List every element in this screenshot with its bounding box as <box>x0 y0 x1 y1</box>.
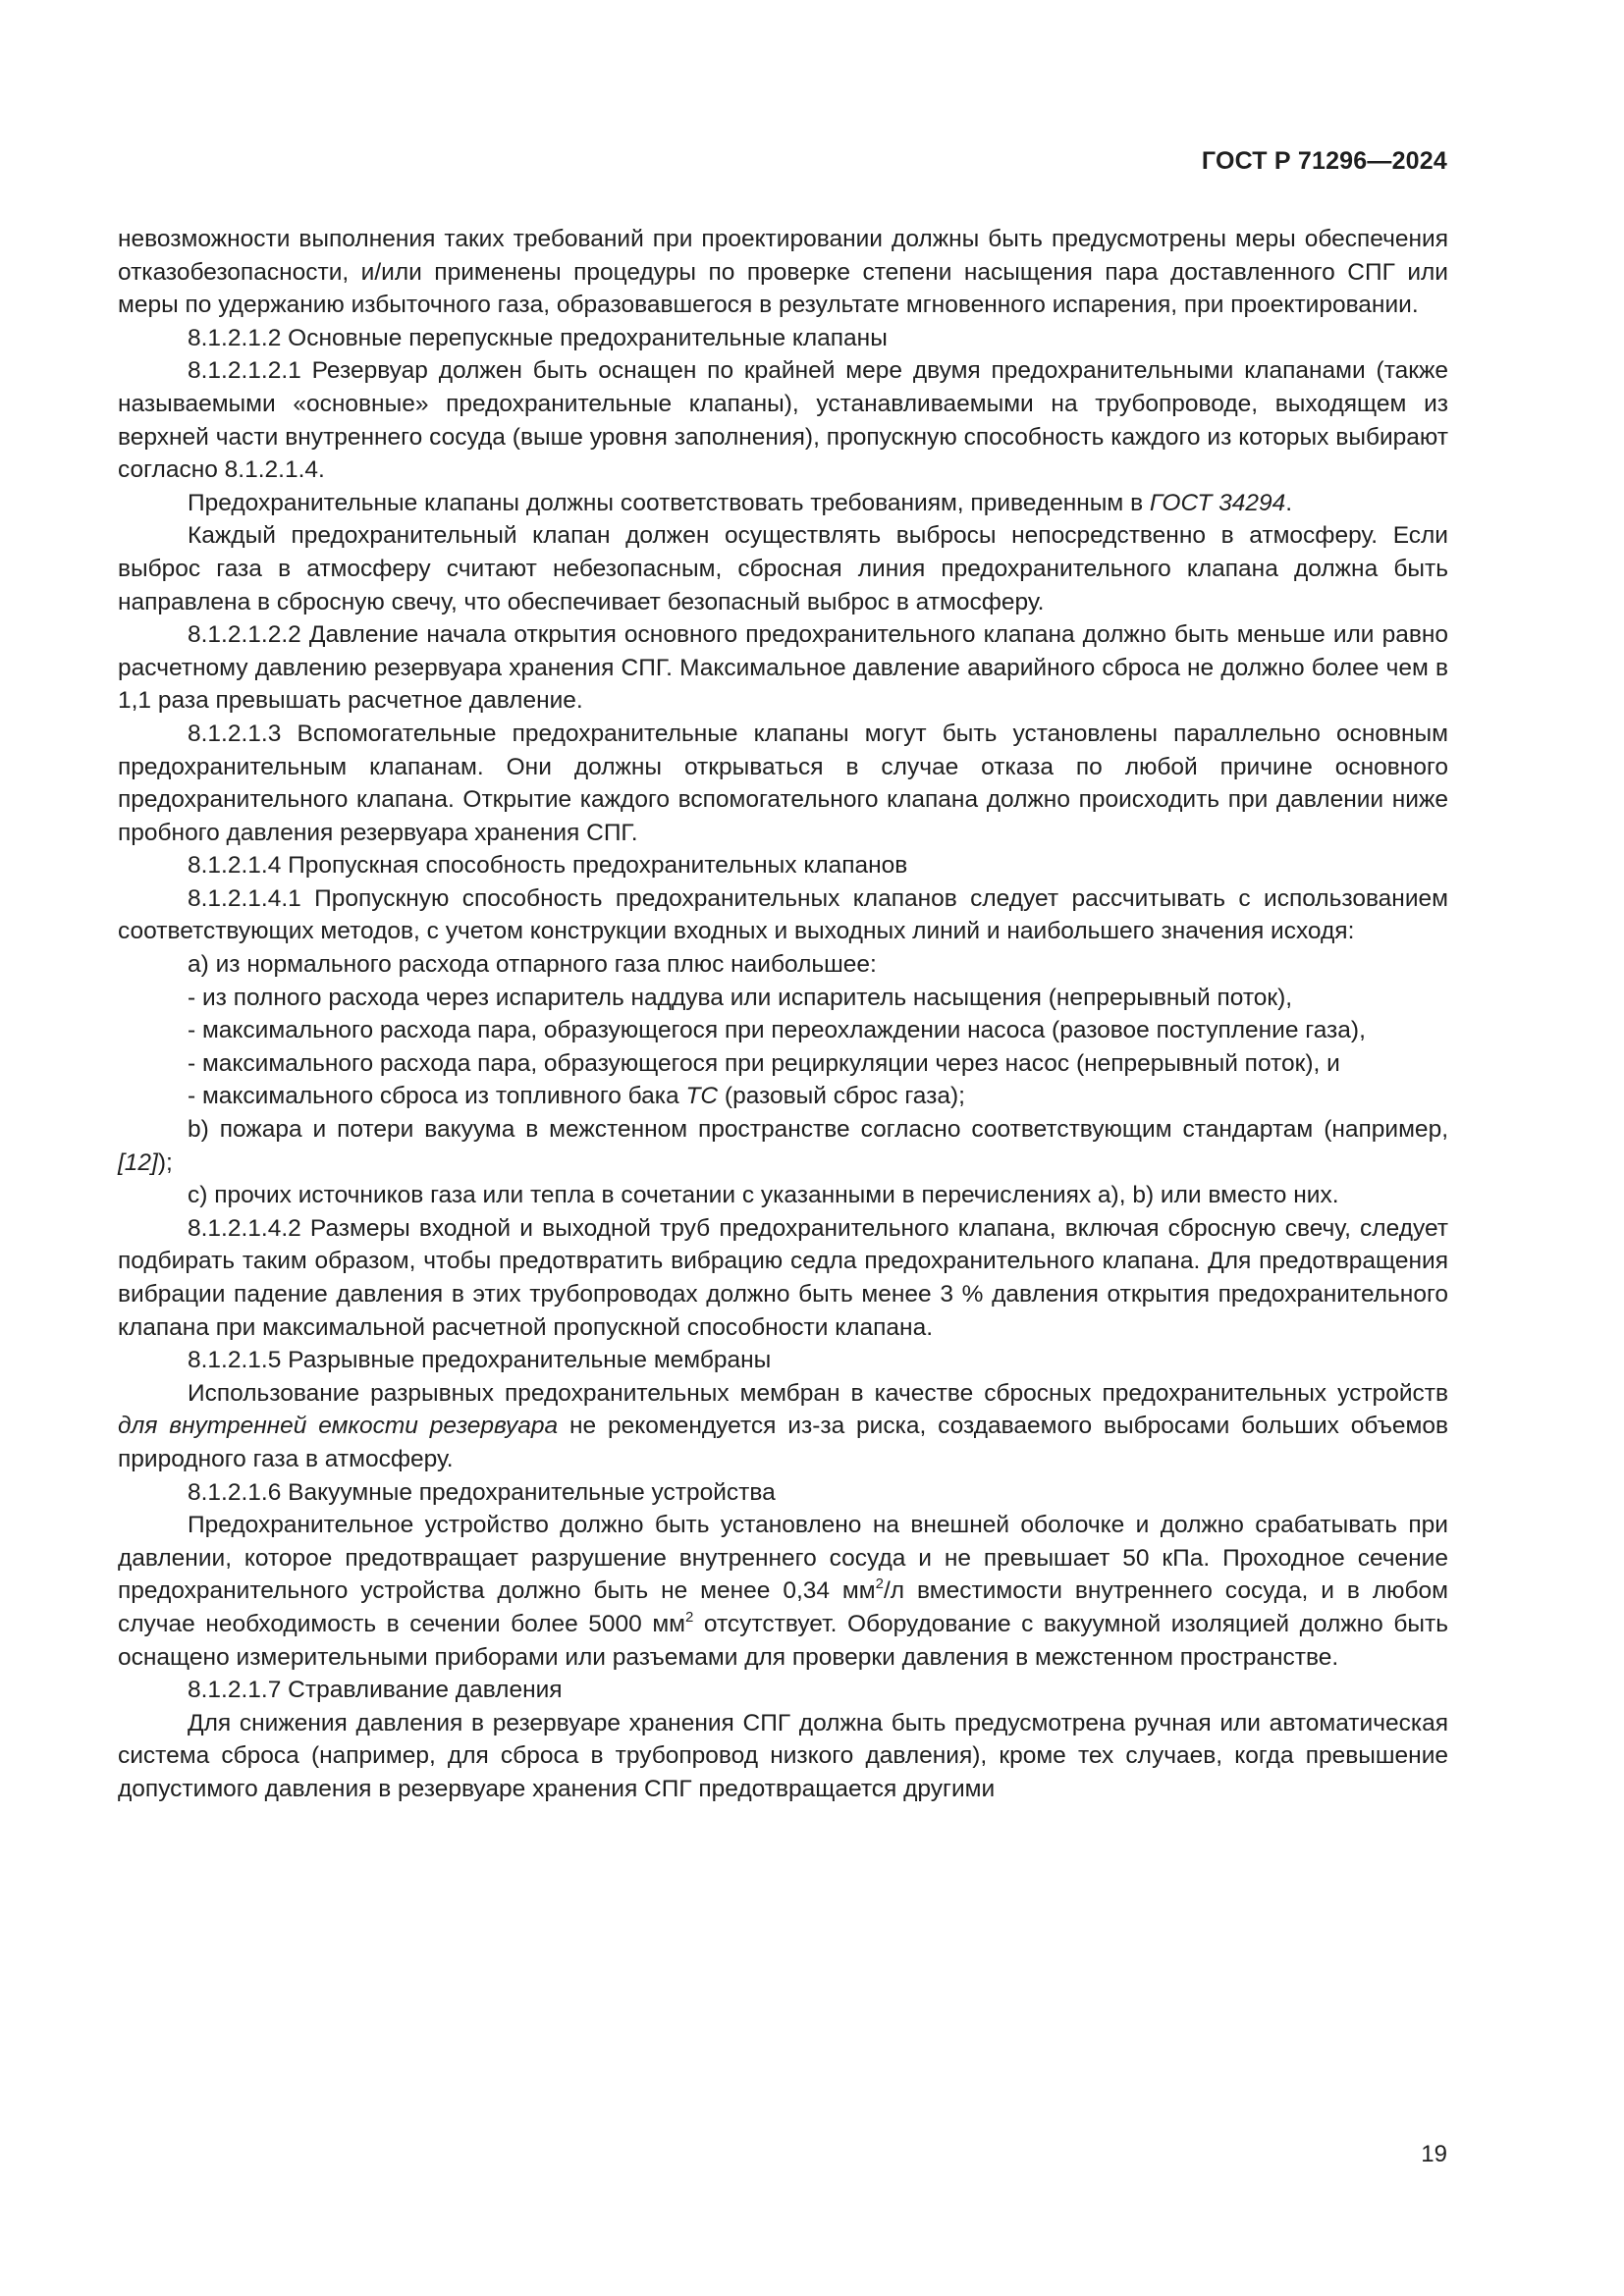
page-number: 19 <box>1421 2141 1447 2167</box>
section-heading: 8.1.2.1.4 Пропускная способность предохранительных клапанов <box>188 852 908 880</box>
paragraph: Использование разрывных предохранительных мембран в качестве сбросных предохранительных устройств для внутренней емкости резервуара не рекомендуется из-за риска, создаваемого выбросами больших объемов природного газа в атмосферу. <box>118 1379 1448 1472</box>
list-item: - максимального расхода пара, образующегося при переохлаждении насоса (разовое поступление газа), <box>188 1017 1366 1044</box>
paragraph: 8.1.2.1.2.2 Давление начала открытия основного предохранительного клапана должно быть меньше или равно расчетному давлению резервуара хранения СПГ. Максимальное давление аварийного сброса не должно более чем в 1,1 раза превышать расчетное давление. <box>118 621 1448 715</box>
section-heading: 8.1.2.1.7 Стравливание давления <box>188 1677 563 1704</box>
paragraph: 8.1.2.1.3 Вспомогательные предохранительные клапаны могут быть установлены параллельно основным предохранительным клапанам. Они должны открываться в случае отказа по любой причине основного предохранительного клапана. Открытие каждого вспомогательного клапана должно происходить при давлении ниже пробного давления резервуара хранения СПГ. <box>118 720 1448 846</box>
paragraph: 8.1.2.1.4.2 Размеры входной и выходной труб предохранительного клапана, включая сбросную свечу, следует подбирать таким образом, чтобы предотвратить вибрацию седла предохранительного клапана. Для предотвращения вибрации падение давления в этих трубопроводах должно быть менее 3 % давления открытия предохранительного клапана при максимальной расчетной пропускной способности клапана. <box>118 1214 1448 1341</box>
list-item: b) пожара и потери вакуума в межстенном пространстве согласно соответствующим стандартам (например, [12]); <box>118 1116 1448 1176</box>
list-item: a) из нормального расхода отпарного газа плюс наибольшее: <box>188 951 877 979</box>
list-item: - максимального расхода пара, образующегося при рециркуляции через насос (непрерывный поток), и <box>188 1049 1340 1077</box>
standard-header: ГОСТ Р 71296—2024 <box>1201 147 1447 175</box>
list-item: - из полного расхода через испаритель наддува или испаритель насыщения (непрерывный поток), <box>188 984 1293 1011</box>
paragraph: Для снижения давления в резервуаре хранения СПГ должна быть предусмотрена ручная или автоматическая система сброса (например, для сброса в трубопровод низкого давления), кроме тех случаев, когда превышение допустимого давления в резервуаре хранения СПГ предотвращается другими <box>118 1709 1448 1802</box>
paragraph: 8.1.2.1.4.1 Пропускную способность предохранительных клапанов следует рассчитывать с использованием соответствующих методов, с учетом конструкции входных и выходных линий и наибольшего значения исходя: <box>118 884 1448 945</box>
list-item: - максимального сброса из топливного бака ТС (разовый сброс газа); <box>188 1083 965 1110</box>
paragraph-continuation: невозможности выполнения таких требований при проектировании должны быть предусмотрены меры обеспечения отказобезопасности, и/или применены процедуры по проверке степени насыщения пара доставленного СПГ или меры по удержанию избыточного газа, образовавшегося в результате мгновенного испарения, при проектировании. <box>118 226 1448 319</box>
standard-reference: ГОСТ 34294 <box>1149 489 1286 516</box>
paragraph: Предохранительные клапаны должны соответствовать требованиям, приведенным в ГОСТ 34294. <box>188 489 1293 516</box>
paragraph: Предохранительное устройство должно быть установлено на внешней оболочке и должно срабатывать при давлении, которое предотвращает разрушение внутреннего сосуда и не превышает 50 кПа. Проходное сечение предохранительного устройства должно быть не менее 0,34 $мм^2/л$ вместимости внутреннего сосуда, и в любом случае необходимость в сечении более 5000 $мм^2$ отсутствует. Оборудование с вакуумной изоляцией должно быть оснащено измерительными приборами или разъемами для проверки давления в межстенном пространстве. <box>118 1512 1448 1671</box>
paragraph: 8.1.2.1.2.1 Резервуар должен быть оснащен по крайней мере двумя предохранительными клапанами (также называемыми «основные» предохранительные клапаны), устанавливаемыми на трубопроводе, выходящем из верхней части внутреннего сосуда (выше уровня заполнения), пропускную способность каждого из которых выбирают согласно 8.1.2.1.4. <box>118 357 1448 484</box>
paragraph: Каждый предохранительный клапан должен осуществлять выбросы непосредственно в атмосферу. Если выброс газа в атмосферу считают небезопасным, сбросная линия предохранительного клапана должна быть направлена в сбросную свечу, что обеспечивает безопасный выброс в атмосферу. <box>118 522 1448 615</box>
bibliography-reference: [12] <box>118 1148 158 1176</box>
section-heading: 8.1.2.1.5 Разрывные предохранительные мембраны <box>188 1347 772 1374</box>
list-item: c) прочих источников газа или тепла в сочетании с указанными в перечислениях a), b) или вместо них. <box>188 1182 1339 1209</box>
document-body <box>118 223 1448 1806</box>
section-heading: 8.1.2.1.6 Вакуумные предохранительные устройства <box>188 1478 776 1506</box>
section-heading: 8.1.2.1.2 Основные перепускные предохранительные клапаны <box>188 324 888 351</box>
